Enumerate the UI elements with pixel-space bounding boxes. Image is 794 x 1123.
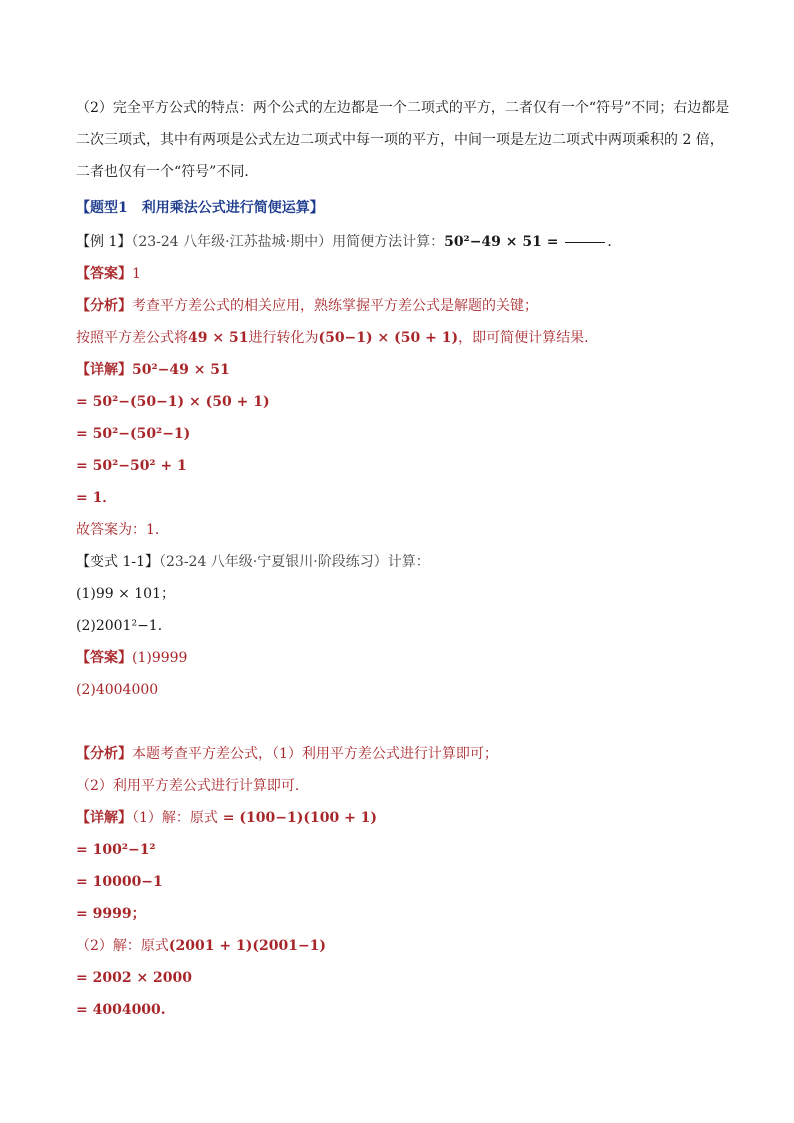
analysis-2-expr-1: 49 × 51 bbox=[188, 330, 249, 346]
answer-value: 1 bbox=[132, 266, 141, 282]
variant-detail-2 bbox=[76, 936, 326, 956]
section-title: 【题型1 利用乘法公式进行简便运算】 bbox=[76, 200, 324, 216]
intro-line-2: 二次三项式，其中有两项是公式左边二项式中每一项的平方，中间一项是左边二项式中两项乘积的 2 倍， bbox=[76, 132, 724, 148]
detail-step: = 50²−(50−1) × (50 + 1) bbox=[76, 394, 270, 410]
detail-2-expr: (2001 + 1)(2001−1) bbox=[168, 938, 327, 954]
example-1-detail bbox=[76, 360, 230, 380]
analysis-label: 【分析】 bbox=[76, 298, 132, 314]
detail-1-expr: = (100−1)(100 + 1) bbox=[217, 810, 378, 826]
intro-line-1: （2）完全平方公式的特点：两个公式的左边都是一个二项式的平方，二者仅有一个“符号”不同；右边都是 bbox=[76, 100, 730, 116]
analysis-2-pre: 按照平方差公式将 bbox=[76, 330, 188, 346]
answer-blank bbox=[565, 242, 605, 243]
example-1-question bbox=[76, 232, 621, 252]
detail-step: = 50²−(50²−1) bbox=[76, 426, 191, 442]
variant-label: 【变式 1-1】 bbox=[76, 554, 159, 570]
detail-2-pre: （2）解：原式 bbox=[76, 938, 169, 954]
variant-q1: (1)99 × 101； bbox=[76, 586, 175, 602]
answer-value-2: (2)4004000 bbox=[76, 682, 159, 698]
example-1-expression: 50²−49 × 51 = bbox=[444, 234, 564, 250]
detail-label: 【详解】 bbox=[76, 810, 132, 826]
detail-label: 【详解】 bbox=[76, 362, 132, 378]
detail-1-pre: （1）解：原式 bbox=[132, 810, 218, 826]
analysis-label: 【分析】 bbox=[76, 746, 132, 762]
analysis-text: 考查平方差公式的相关应用，熟练掌握平方差公式是解题的关键； bbox=[132, 298, 538, 314]
example-1-end: ． bbox=[607, 234, 622, 250]
answer-label: 【答案】 bbox=[76, 650, 132, 666]
detail-step: = 10000−1 bbox=[76, 874, 163, 890]
detail-step: = 1． bbox=[76, 490, 117, 506]
detail-step: = 50²−50² + 1 bbox=[76, 458, 187, 474]
answer-value-1: (1)9999 bbox=[132, 650, 188, 666]
analysis-2-mid: 进行转化为 bbox=[248, 330, 319, 346]
variant-source: （23-24 八年级·宁夏银川·阶段练习）计算： bbox=[159, 554, 430, 570]
example-1-answer bbox=[76, 264, 141, 284]
example-1-analysis-2 bbox=[76, 328, 589, 348]
detail-step: = 4004000. bbox=[76, 1002, 166, 1018]
intro-line-3: 二者也仅有一个“符号”不同． bbox=[76, 164, 259, 180]
detail-step: = 100²−1² bbox=[76, 842, 156, 858]
analysis-text: 本题考查平方差公式，（1）利用平方差公式进行计算即可； bbox=[132, 746, 498, 762]
answer-label: 【答案】 bbox=[76, 266, 132, 282]
analysis-2-expr-2: (50−1) × (50 + 1) bbox=[318, 330, 459, 346]
analysis-2-post: ，即可简便计算结果. bbox=[458, 330, 589, 346]
variant-detail-1 bbox=[76, 808, 377, 828]
variant-q2: (2)2001²−1． bbox=[76, 618, 172, 634]
variant-1-1-question bbox=[76, 552, 430, 572]
example-1-analysis bbox=[76, 296, 538, 316]
detail-step: = 2002 × 2000 bbox=[76, 970, 193, 986]
variant-analysis bbox=[76, 744, 498, 764]
detail-first-expr: 50²−49 × 51 bbox=[132, 362, 230, 378]
variant-analysis-2: （2）利用平方差公式进行计算即可． bbox=[76, 778, 309, 794]
example-1-label: 【例 1】 bbox=[76, 234, 132, 250]
detail-step: = 9999； bbox=[76, 906, 146, 922]
variant-answer bbox=[76, 648, 187, 668]
example-1-source: （23-24 八年级·江苏盐城·期中）用简便方法计算： bbox=[131, 234, 445, 250]
example-1-conclusion: 故答案为：1． bbox=[76, 522, 169, 538]
